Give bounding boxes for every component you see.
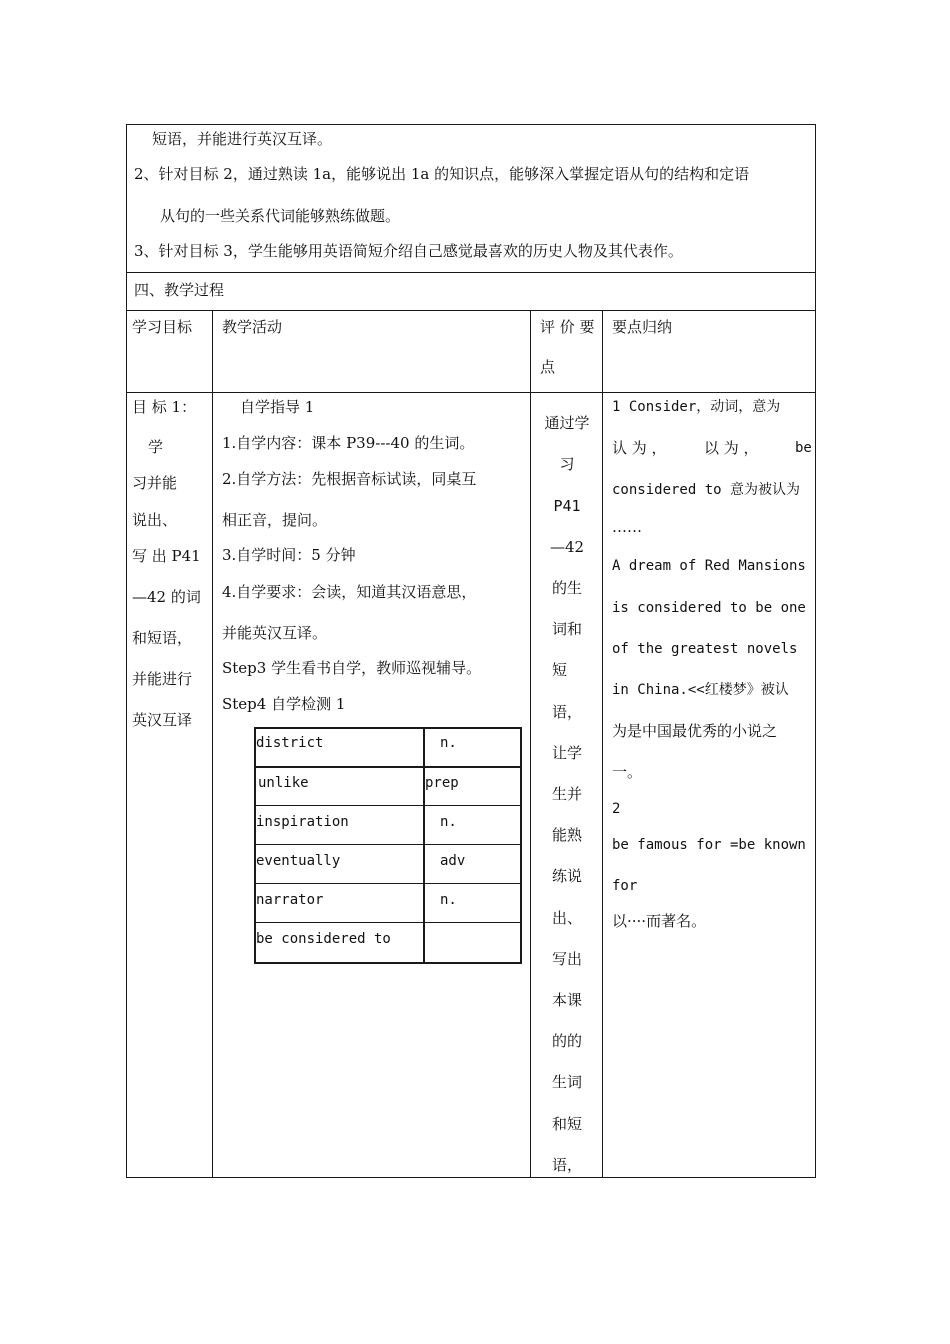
header-evaluation-line-2: 点 [540, 358, 556, 376]
table-border-top [126, 124, 816, 125]
vocab-pos: n. [440, 735, 457, 751]
activity-item-2: 2.自学方法：先根据音标试读，同桌互 [222, 470, 477, 488]
row-divider-3 [126, 392, 816, 393]
evaluation-char-row [552, 620, 582, 638]
evaluation-char: 本 [552, 991, 568, 1009]
evaluation-char: 和 [567, 620, 583, 639]
evaluation-char: 生 [552, 1073, 568, 1092]
vocab-word: be considered to [256, 931, 391, 947]
key-point-line: is considered to be one [612, 600, 806, 616]
evaluation-char-row [552, 1073, 582, 1091]
objective-text-line-1: 短语，并能进行英汉互译。 [152, 130, 333, 148]
objective-text-line-4: 3、针对目标 3，学生能够用英语简短介绍自己感觉最喜欢的历史人物及其代表作。 [134, 242, 683, 260]
evaluation-char: 语 [552, 1155, 568, 1174]
evaluation-char: 短 [567, 1114, 583, 1133]
evaluation-char: 语 [552, 702, 568, 721]
evaluation-char-row [552, 1156, 582, 1174]
evaluation-char-row [552, 867, 582, 885]
col-divider-3 [602, 310, 603, 1178]
vocab-pos: adv [440, 853, 466, 869]
activity-item-3: 3.自学时间：5 分钟 [222, 546, 356, 564]
evaluation-char-row [552, 661, 582, 679]
key-point-line: 1 Consider，动词，意为 [612, 399, 781, 415]
evaluation-char: 出 [567, 949, 583, 968]
vocab-pos: prep [425, 775, 459, 791]
vocab-row-divider [254, 844, 522, 845]
goal-line: 说出、 [132, 511, 178, 529]
vocab-row-divider [254, 883, 522, 884]
objective-text-line-3: 从句的一些关系代词能够熟练做题。 [160, 207, 401, 225]
activity-item-4: 4.自学要求：会读，知道其汉语意思， [222, 583, 477, 601]
key-point-line: in China.<<红楼梦》被认 [612, 682, 789, 698]
vocab-border-top [254, 727, 522, 729]
row-divider-2 [126, 310, 816, 311]
vocab-word: unlike [258, 775, 309, 791]
evaluation-char: 让 [552, 743, 568, 762]
vocab-border-left [254, 727, 256, 964]
activity-step-4: Step4 自学检测 1 [222, 695, 346, 713]
key-point-line: for [612, 878, 638, 894]
evaluation-char-row [552, 1115, 582, 1133]
evaluation-line: —42 [549, 538, 585, 556]
evaluation-line: 习 [559, 455, 575, 473]
table-border-right [815, 124, 816, 1178]
key-point-line: of the greatest novels [612, 641, 798, 657]
activity-item-2-cont: 相正音，提问。 [222, 511, 328, 529]
evaluation-char-row [552, 703, 582, 721]
row-divider-1 [126, 272, 816, 273]
evaluation-char: 的 [552, 579, 568, 597]
evaluation-char: 词 [552, 620, 568, 639]
evaluation-char: 说 [567, 867, 583, 886]
evaluation-char: 学 [567, 743, 583, 762]
evaluation-char: 生 [567, 579, 583, 597]
vocab-pos: n. [440, 814, 457, 830]
evaluation-char: 和 [552, 1114, 568, 1133]
goal-line: 习并能 [132, 474, 178, 492]
key-point-line: …… [612, 518, 642, 536]
activity-step-3: Step3 学生看书自学，教师巡视辅导。 [222, 659, 482, 677]
activity-item-4-cont: 并能英汉互译。 [222, 624, 328, 642]
key-point-line: considered to 意为被认为 [612, 482, 801, 498]
key-point-line: 一。 [612, 763, 643, 781]
header-learning-goals: 学习目标 [132, 318, 193, 336]
col-divider-1 [212, 310, 213, 1178]
evaluation-char: 生 [552, 785, 568, 803]
evaluation-char-row [552, 785, 582, 803]
goal-line: 写 出 P41 [132, 547, 201, 565]
evaluation-char: 短 [552, 661, 568, 680]
evaluation-char-row [552, 579, 582, 597]
evaluation-line: P41 [553, 497, 581, 515]
key-point-line: 以····而著名。 [612, 912, 707, 930]
goal-line: 英汉互译 [132, 711, 193, 729]
key-point-line: 2 [612, 801, 621, 817]
evaluation-char-row [552, 744, 582, 762]
key-point-line: be famous for =be known [612, 837, 806, 853]
evaluation-char: 练 [552, 867, 568, 886]
header-teaching-activities: 教学活动 [222, 318, 283, 336]
evaluation-char: 课 [567, 991, 583, 1009]
evaluation-char: 能 [552, 826, 568, 845]
key-point-line: 认 为 ， [612, 439, 667, 457]
vocab-pos: n. [440, 892, 457, 908]
evaluation-char: 出 [552, 908, 568, 927]
table-border-bottom [126, 1177, 816, 1178]
vocab-border-bottom [254, 962, 522, 964]
evaluation-char: 的 [567, 1032, 583, 1051]
vocab-word: district [256, 735, 324, 751]
key-point-line: A dream of Red Mansions [612, 558, 806, 574]
vocab-word: eventually [256, 853, 341, 869]
evaluation-char: ， [567, 1155, 583, 1174]
goal-line: —42 的词 [132, 588, 201, 606]
goal-line: 学 [148, 438, 164, 456]
evaluation-char: 写 [552, 949, 568, 968]
self-study-guide-title: 自学指导 1 [240, 398, 315, 416]
evaluation-char: ， [567, 702, 583, 721]
evaluation-char: 熟 [567, 826, 583, 845]
goal-line: 目 标 1： [132, 398, 197, 416]
vocab-col-divider [423, 727, 425, 964]
activity-item-1: 1.自学内容：课本 P39---40 的生词。 [222, 434, 475, 452]
key-point-line: 为是中国最优秀的小说之 [612, 722, 778, 740]
evaluation-char: 并 [567, 785, 583, 803]
vocab-row-divider [254, 922, 522, 923]
vocab-border-right [520, 727, 522, 964]
evaluation-char-row [552, 950, 582, 968]
vocab-word: narrator [256, 892, 324, 908]
goal-line: 和短语， [132, 629, 193, 647]
goal-line: 并能进行 [132, 670, 193, 688]
vocab-word: inspiration [256, 814, 349, 830]
section-heading-teaching-process: 四、教学过程 [134, 281, 225, 299]
evaluation-char-row [552, 909, 582, 927]
table-border-left [126, 124, 127, 1178]
header-key-points: 要点归纳 [612, 318, 673, 336]
evaluation-line: 通过学 [544, 414, 590, 432]
vocab-row-divider [254, 805, 522, 806]
evaluation-char: 的 [552, 1032, 568, 1051]
evaluation-char-row [552, 991, 582, 1009]
evaluation-char-row [552, 1032, 582, 1050]
key-point-line: be [795, 440, 812, 456]
key-point-line: 以 为 ， [704, 439, 759, 457]
objective-text-line-2: 2、针对目标 2，通过熟读 1a，能够说出 1a 的知识点，能够深入掌握定语从句的结构和定语 [134, 165, 750, 183]
evaluation-char: 、 [567, 908, 583, 927]
evaluation-char-row [552, 826, 582, 844]
header-evaluation-line-1: 评 价 要 [540, 318, 595, 336]
vocab-row-divider [254, 766, 522, 768]
evaluation-char: 词 [567, 1073, 583, 1092]
